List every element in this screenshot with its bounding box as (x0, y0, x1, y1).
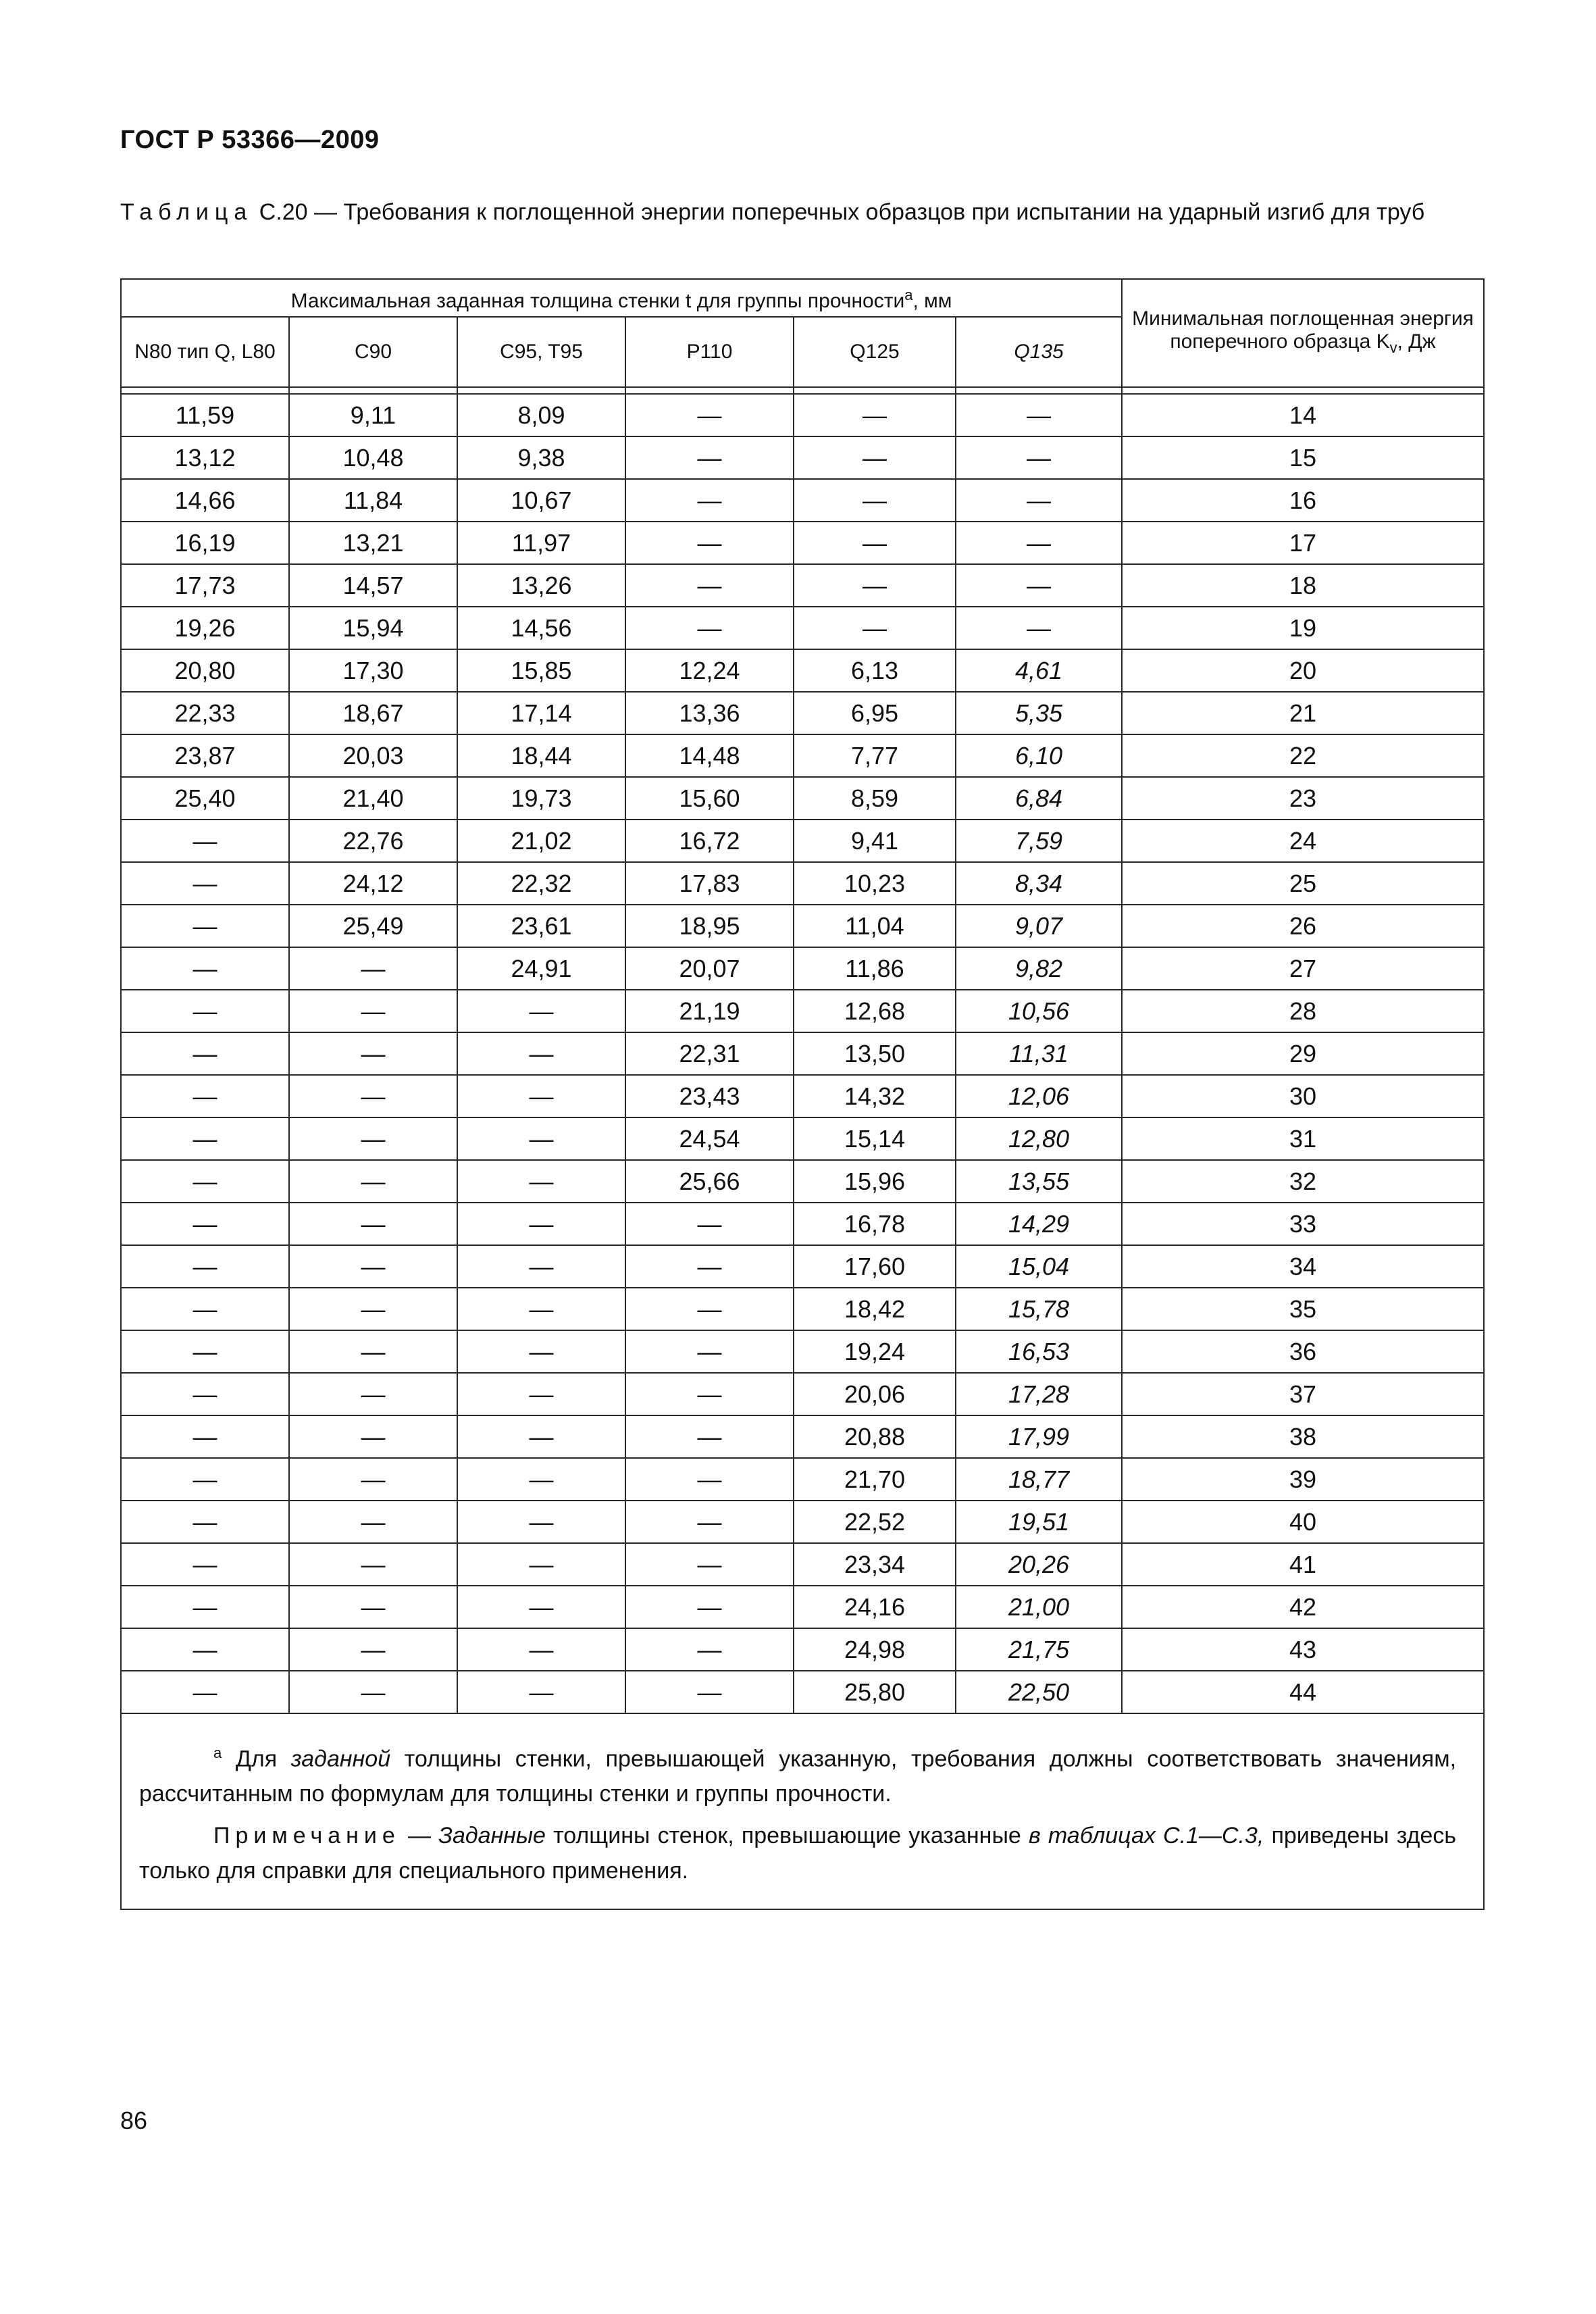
table-row (121, 436, 1484, 479)
table-cell: 6,84 (956, 777, 1122, 820)
table-cell: — (121, 862, 289, 905)
table-cell: — (625, 394, 794, 436)
table-cell: — (289, 1160, 457, 1203)
table-row (121, 1415, 1484, 1458)
table-row (121, 905, 1484, 947)
document-id: ГОСТ Р 53366—2009 (120, 126, 380, 154)
table-cell: 31 (1122, 1117, 1484, 1160)
table-row (121, 607, 1484, 649)
table-cell: — (457, 1117, 625, 1160)
table-cell: — (457, 1501, 625, 1543)
table-cell: — (625, 479, 794, 522)
table-cell: 10,23 (794, 862, 956, 905)
table-cell: 39 (1122, 1458, 1484, 1501)
table-cell: 23 (1122, 777, 1484, 820)
table-cell: 14,56 (457, 607, 625, 649)
col-header-c95: C95, T95 (457, 317, 625, 387)
table-cell: — (457, 1245, 625, 1288)
table-cell: 21 (1122, 692, 1484, 734)
table-cell: 37 (1122, 1373, 1484, 1415)
table-row (121, 820, 1484, 862)
table-cell: 20,06 (794, 1373, 956, 1415)
table-cell: 21,00 (956, 1586, 1122, 1628)
table-cell: — (457, 990, 625, 1032)
table-cell: 23,87 (121, 734, 289, 777)
table-cell: 32 (1122, 1160, 1484, 1203)
table-cell: 15,94 (289, 607, 457, 649)
table-cell: 9,41 (794, 820, 956, 862)
table-cell: — (457, 1458, 625, 1501)
col-header-q125: Q125 (794, 317, 956, 387)
table-cell: — (289, 1501, 457, 1543)
table-cell: — (121, 1501, 289, 1543)
table-cell: 21,19 (625, 990, 794, 1032)
table-cell: 40 (1122, 1501, 1484, 1543)
table-row (121, 1203, 1484, 1245)
table-cell: 25,40 (121, 777, 289, 820)
table-cell: — (625, 1415, 794, 1458)
table-cell: 20,26 (956, 1543, 1122, 1586)
table-cell: 13,50 (794, 1032, 956, 1075)
table-row (121, 862, 1484, 905)
table-cell: 13,12 (121, 436, 289, 479)
table-cell: — (794, 522, 956, 564)
table-cell: 5,35 (956, 692, 1122, 734)
table-row (121, 1543, 1484, 1586)
table-cell: 17 (1122, 522, 1484, 564)
table-cell: 19 (1122, 607, 1484, 649)
table-cell: — (121, 1288, 289, 1330)
table-cell: 20,80 (121, 649, 289, 692)
table-cell: — (121, 947, 289, 990)
col-header-q135: Q135 (956, 317, 1122, 387)
table-row (121, 1628, 1484, 1671)
table-row (121, 522, 1484, 564)
table-cell: — (625, 1203, 794, 1245)
table-cell: — (121, 1415, 289, 1458)
table-cell: 24,16 (794, 1586, 956, 1628)
table-cell: 23,43 (625, 1075, 794, 1117)
table-cell: 20 (1122, 649, 1484, 692)
table-cell: 27 (1122, 947, 1484, 990)
table-cell: — (956, 607, 1122, 649)
table-cell: 7,77 (794, 734, 956, 777)
table-cell: 14,29 (956, 1203, 1122, 1245)
table-cell: 11,86 (794, 947, 956, 990)
table-cell: 9,07 (956, 905, 1122, 947)
footnote: $^a$ Для заданной толщины стенки, превышающей указанную, требования должны соответствовать значениям, рассчитанным по формулам для толщины стенки и группы прочности. (139, 1744, 1457, 1807)
table-cell: — (956, 394, 1122, 436)
table-cell: 6,13 (794, 649, 956, 692)
table-cell: — (121, 1586, 289, 1628)
table-cell: — (289, 1671, 457, 1713)
table-cell: — (625, 1288, 794, 1330)
table-cell: 14 (1122, 394, 1484, 436)
table-cell: 15,14 (794, 1117, 956, 1160)
table-row (121, 1458, 1484, 1501)
table-cell: 24,91 (457, 947, 625, 990)
table-cell: 15,60 (625, 777, 794, 820)
table-cell: — (289, 947, 457, 990)
table-cell: — (625, 1586, 794, 1628)
table-cell: — (956, 522, 1122, 564)
table-cell: 25,66 (625, 1160, 794, 1203)
table-cell: — (625, 1245, 794, 1288)
table-cell: 22,76 (289, 820, 457, 862)
group-header: Максимальная заданная толщина стенки t для группы прочности$^a$, мм (121, 279, 1122, 317)
table-cell: 21,75 (956, 1628, 1122, 1671)
table-cell: — (794, 394, 956, 436)
table-cell: — (457, 1288, 625, 1330)
table-cell: 17,28 (956, 1373, 1122, 1415)
table-cell: — (289, 1245, 457, 1288)
table-cell: 41 (1122, 1543, 1484, 1586)
table-cell: — (121, 1373, 289, 1415)
table-cell: 24,12 (289, 862, 457, 905)
table-cell: — (794, 564, 956, 607)
table-cell: 18,42 (794, 1288, 956, 1330)
table-cell: 33 (1122, 1203, 1484, 1245)
table-row (121, 564, 1484, 607)
table-cell: — (121, 1160, 289, 1203)
table-cell: 19,51 (956, 1501, 1122, 1543)
table-cell: 26 (1122, 905, 1484, 947)
table-row (121, 394, 1484, 436)
table-cell: 15 (1122, 436, 1484, 479)
table-cell: — (289, 1543, 457, 1586)
table-row (121, 1586, 1484, 1628)
table-cell: 23,61 (457, 905, 625, 947)
table-cell: 19,73 (457, 777, 625, 820)
table-cell: — (457, 1415, 625, 1458)
table-cell: — (121, 905, 289, 947)
table-row (121, 1117, 1484, 1160)
table-cell: 29 (1122, 1032, 1484, 1075)
table-cell: 4,61 (956, 649, 1122, 692)
table-cell: 17,73 (121, 564, 289, 607)
table-notes (121, 1713, 1484, 1909)
table-cell: — (289, 1288, 457, 1330)
table-cell: 16,78 (794, 1203, 956, 1245)
table-cell: 6,10 (956, 734, 1122, 777)
table-cell: — (625, 436, 794, 479)
table-cell: 22,31 (625, 1032, 794, 1075)
caption-text: С.20 — Требования к поглощенной энергии поперечных образцов при испытании на ударный изгиб для труб (259, 199, 1425, 225)
table-cell: 16 (1122, 479, 1484, 522)
table-cell: 12,68 (794, 990, 956, 1032)
table-cell: 12,80 (956, 1117, 1122, 1160)
table-row (121, 1245, 1484, 1288)
table-cell: 25 (1122, 862, 1484, 905)
table-body (121, 387, 1484, 1713)
table-cell: — (457, 1032, 625, 1075)
table-cell: 21,40 (289, 777, 457, 820)
table-cell: 22,50 (956, 1671, 1122, 1713)
table-cell: 18,44 (457, 734, 625, 777)
table-cell: — (625, 1458, 794, 1501)
table-cell: 15,85 (457, 649, 625, 692)
table-cell: — (121, 1032, 289, 1075)
table-cell: 18 (1122, 564, 1484, 607)
table-row (121, 1330, 1484, 1373)
table-cell: 17,30 (289, 649, 457, 692)
table-cell: 19,26 (121, 607, 289, 649)
table-cell: — (457, 1586, 625, 1628)
table-cell: 9,38 (457, 436, 625, 479)
table-cell: 12,06 (956, 1075, 1122, 1117)
table-cell: — (457, 1373, 625, 1415)
table-cell: 42 (1122, 1586, 1484, 1628)
table-cell: 16,72 (625, 820, 794, 862)
table-cell: 6,95 (794, 692, 956, 734)
table-cell: — (121, 820, 289, 862)
table-cell: 11,84 (289, 479, 457, 522)
table-cell: — (121, 1458, 289, 1501)
table-row (121, 1288, 1484, 1330)
table-cell: 8,09 (457, 394, 625, 436)
table-cell: 13,21 (289, 522, 457, 564)
table-cell: — (625, 1671, 794, 1713)
table-cell: 21,70 (794, 1458, 956, 1501)
table-cell: 13,55 (956, 1160, 1122, 1203)
table-cell: — (625, 522, 794, 564)
table-cell: 22,52 (794, 1501, 956, 1543)
page-number: 86 (120, 2107, 148, 2134)
table-cell: — (794, 436, 956, 479)
table-cell: 18,77 (956, 1458, 1122, 1501)
table-cell: — (625, 1543, 794, 1586)
table-row (121, 1501, 1484, 1543)
table-cell: 23,34 (794, 1543, 956, 1586)
col-header-c90: C90 (289, 317, 457, 387)
table-cell: 44 (1122, 1671, 1484, 1713)
table-cell: — (956, 564, 1122, 607)
table-cell: — (289, 1586, 457, 1628)
table-cell: — (121, 1671, 289, 1713)
table-cell: — (794, 479, 956, 522)
table-cell: 14,48 (625, 734, 794, 777)
table-cell: 38 (1122, 1415, 1484, 1458)
table-cell: 18,67 (289, 692, 457, 734)
table-cell: 11,97 (457, 522, 625, 564)
table-cell: — (121, 990, 289, 1032)
table-row (121, 947, 1484, 990)
table-row (121, 649, 1484, 692)
table-cell: 25,49 (289, 905, 457, 947)
table-row (121, 1032, 1484, 1075)
table-cell: — (121, 1330, 289, 1373)
table-cell: — (289, 1203, 457, 1245)
table-cell: — (289, 1373, 457, 1415)
table-caption (120, 197, 1478, 227)
table-cell: — (625, 564, 794, 607)
table-cell: 13,36 (625, 692, 794, 734)
table-row (121, 1075, 1484, 1117)
table-cell: 11,59 (121, 394, 289, 436)
table-cell: — (121, 1245, 289, 1288)
table-cell: — (625, 607, 794, 649)
table-cell: 9,11 (289, 394, 457, 436)
col-header-p110: P110 (625, 317, 794, 387)
caption-label: Таблица (120, 199, 253, 225)
table-cell: — (625, 1501, 794, 1543)
table-cell: 25,80 (794, 1671, 956, 1713)
table-row (121, 479, 1484, 522)
table-cell: 10,48 (289, 436, 457, 479)
table-cell: 16,19 (121, 522, 289, 564)
table-cell: 20,03 (289, 734, 457, 777)
table-cell: 14,32 (794, 1075, 956, 1117)
table-cell: 30 (1122, 1075, 1484, 1117)
table-cell: 22 (1122, 734, 1484, 777)
table-cell: 17,14 (457, 692, 625, 734)
table-cell: — (457, 1330, 625, 1373)
table-cell: 11,31 (956, 1032, 1122, 1075)
table-cell: — (625, 1628, 794, 1671)
table-cell: — (289, 1117, 457, 1160)
table-row (121, 734, 1484, 777)
table-cell: 22,32 (457, 862, 625, 905)
table-row (121, 1160, 1484, 1203)
table-cell: 11,04 (794, 905, 956, 947)
table-cell: 9,82 (956, 947, 1122, 990)
col-header-n80: N80 тип Q, L80 (121, 317, 289, 387)
table-cell: — (794, 607, 956, 649)
table-cell: — (121, 1117, 289, 1160)
table-cell: 15,04 (956, 1245, 1122, 1288)
table-cell: 8,59 (794, 777, 956, 820)
table-cell: 8,34 (956, 862, 1122, 905)
table-cell: 43 (1122, 1628, 1484, 1671)
table-cell: 20,07 (625, 947, 794, 990)
table-cell: 13,26 (457, 564, 625, 607)
table-cell: — (289, 1458, 457, 1501)
table-cell: — (289, 1032, 457, 1075)
table-cell: 12,24 (625, 649, 794, 692)
table-cell: — (625, 1373, 794, 1415)
table-cell: — (121, 1203, 289, 1245)
table-cell: — (289, 1628, 457, 1671)
table-cell: — (121, 1628, 289, 1671)
table-cell: 36 (1122, 1330, 1484, 1373)
table-row (121, 777, 1484, 820)
table-cell: — (457, 1543, 625, 1586)
table-cell: — (457, 1160, 625, 1203)
table-cell: 24,54 (625, 1117, 794, 1160)
table-row (121, 692, 1484, 734)
table-cell: 14,57 (289, 564, 457, 607)
table-cell: — (457, 1203, 625, 1245)
table-cell: — (289, 1415, 457, 1458)
table-cell: 17,60 (794, 1245, 956, 1288)
energy-header: Минимальная поглощенная энергия поперечного образца $K_v$, Дж (1122, 279, 1484, 387)
table-cell: 19,24 (794, 1330, 956, 1373)
table-cell: 21,02 (457, 820, 625, 862)
table-cell: — (121, 1543, 289, 1586)
table-cell: 15,78 (956, 1288, 1122, 1330)
table-cell: — (956, 436, 1122, 479)
table-cell: — (121, 1075, 289, 1117)
table-cell: 28 (1122, 990, 1484, 1032)
note: Примечание — Заданные толщины стенок, превышающие указанные в таблицах С.1—С.3, приведены здесь только для справки для специального применения. (139, 1823, 1457, 1884)
table-cell: 16,53 (956, 1330, 1122, 1373)
table-cell: 15,96 (794, 1160, 956, 1203)
table-cell: 10,56 (956, 990, 1122, 1032)
table-cell: 34 (1122, 1245, 1484, 1288)
table-cell: 17,83 (625, 862, 794, 905)
table-cell: 24 (1122, 820, 1484, 862)
table-cell: — (289, 1330, 457, 1373)
table-cell: — (457, 1075, 625, 1117)
table-cell: — (289, 990, 457, 1032)
table-cell: 22,33 (121, 692, 289, 734)
table-cell: — (289, 1075, 457, 1117)
table-cell: 10,67 (457, 479, 625, 522)
impact-energy-table (120, 278, 1485, 1910)
table-row (121, 1671, 1484, 1713)
table-row (121, 990, 1484, 1032)
table-cell: 20,88 (794, 1415, 956, 1458)
table-row (121, 1373, 1484, 1415)
table-cell: — (457, 1628, 625, 1671)
table-cell: — (625, 1330, 794, 1373)
table-cell: 18,95 (625, 905, 794, 947)
table-cell: 35 (1122, 1288, 1484, 1330)
table-cell: 14,66 (121, 479, 289, 522)
table-cell: — (956, 479, 1122, 522)
table-cell: — (457, 1671, 625, 1713)
table-cell: 7,59 (956, 820, 1122, 862)
table-cell: 17,99 (956, 1415, 1122, 1458)
table-cell: 24,98 (794, 1628, 956, 1671)
